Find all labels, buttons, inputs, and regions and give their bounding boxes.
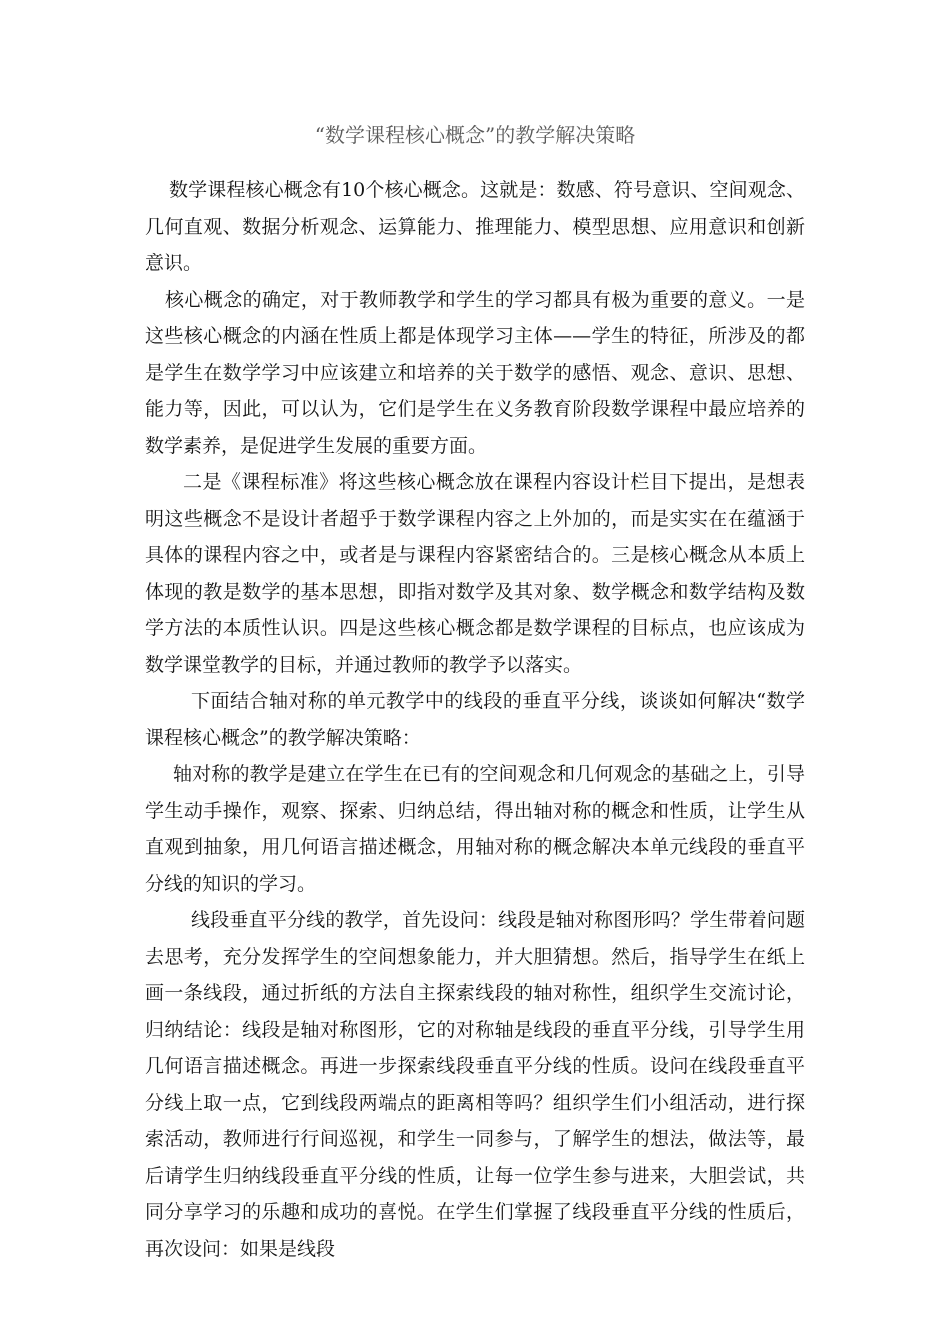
paragraph-strategy-intro: 下面结合轴对称的单元教学中的线段的垂直平分线，谈谈如何解决“数学课程核心概念”的教学解决策略：	[145, 690, 805, 749]
paragraph-curriculum-standard: 二是《课程标准》将这些核心概念放在课程内容设计栏目下提出，是想表明这些概念不是设计者超乎于数学课程内容之上外加的，而是实实在在蕴涵于具体的课程内容之中，或者是与课程内容紧密结合的。三是核心概念从本质上体现的教是数学的基本思想，即指对数学及其对象、数学概念和数学结构及数学方法的本质性认识。四是这些核心概念都是数学课程的目标点，也应该成为数学课堂教学的目标，并通过教师的教学予以落实。	[145, 471, 805, 676]
paragraph-core-concepts-list: 数学课程核心概念有10个核心概念。这就是：数感、符号意识、空间观念、几何直观、数据分析观念、运算能力、推理能力、模型思想、应用意识和创新意识。	[145, 179, 805, 274]
paragraph-axial-symmetry: 轴对称的教学是建立在学生在已有的空间观念和几何观念的基础之上，引导学生动手操作，观察、探索、归纳总结，得出轴对称的概念和性质，让学生从直观到抽象，用几何语言描述概念，用轴对称的概念解决本单元线段的垂直平分线的知识的学习。	[145, 763, 805, 895]
document-title: “数学课程核心概念”的教学解决策略	[314, 123, 636, 147]
paragraph-significance: 核心概念的确定，对于教师教学和学生的学习都具有极为重要的意义。一是这些核心概念的内涵在性质上都是体现学习主体——学生的特征，所涉及的都是学生在数学学习中应该建立和培养的关于数学的感悟、观念、意识、思想、能力等，因此，可以认为，它们是学生在义务教育阶段数学课程中最应培养的数学素养，是促进学生发展的重要方面。	[145, 288, 805, 457]
document-body	[145, 172, 805, 1267]
paragraph-perpendicular-bisector: 线段垂直平分线的教学，首先设问：线段是轴对称图形吗？学生带着问题去思考，充分发挥学生的空间想象能力，并大胆猜想。然后，指导学生在纸上画一条线段，通过折纸的方法自主探索线段的轴对称性，组织学生交流讨论，归纳结论：线段是轴对称图形，它的对称轴是线段的垂直平分线，引导学生用几何语言描述概念。再进一步探索线段垂直平分线的性质。设问在线段垂直平分线上取一点，它到线段两端点的距离相等吗？组织学生们小组活动，进行探索活动，教师进行行间巡视，和学生一同参与，了解学生的想法，做法等，最后请学生归纳线段垂直平分线的性质，让每一位学生参与进来，大胆尝试，共同分享学习的乐趣和成功的喜悦。在学生们掌握了线段垂直平分线的性质后，再次设问：如果是线段	[145, 909, 805, 1260]
